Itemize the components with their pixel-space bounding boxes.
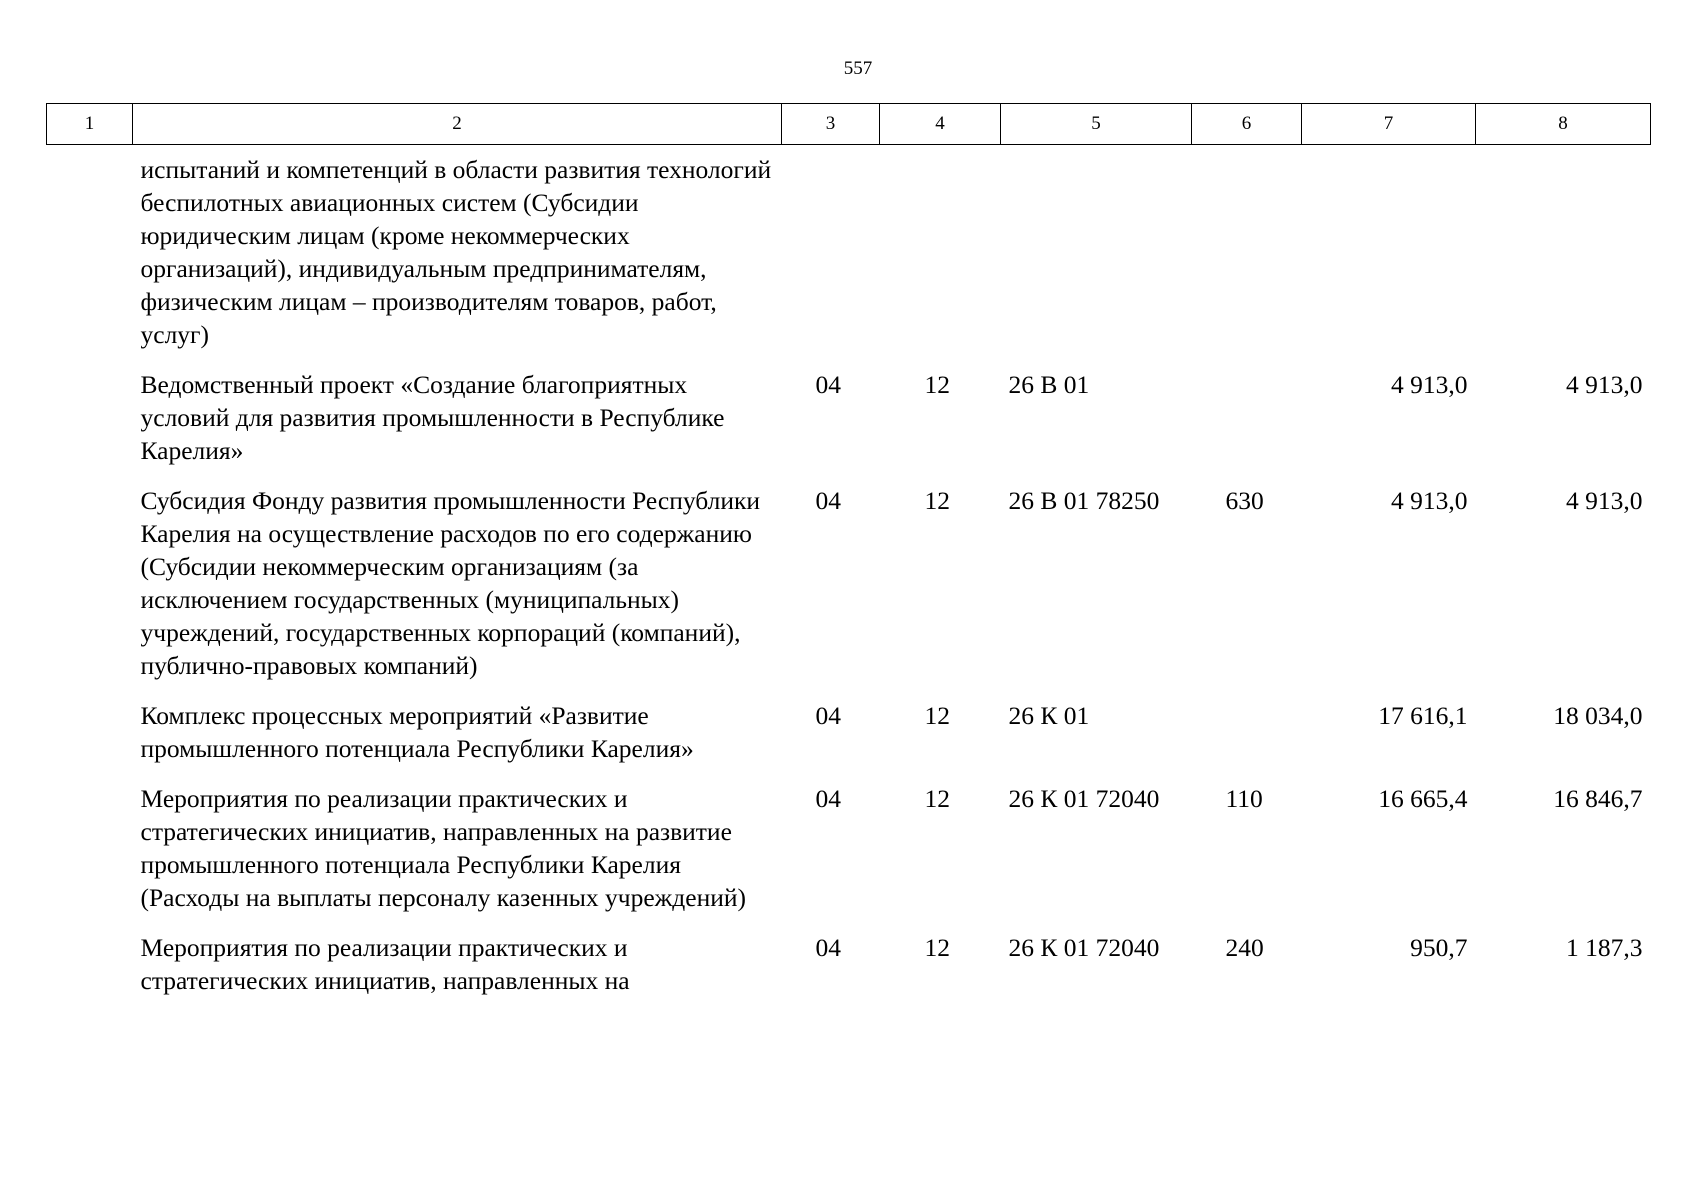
expense-name-cell: Ведомственный проект «Создание благоприятных условий для развития промышленности в Республике Карелия» [140, 370, 725, 465]
target-article-cell: 26 В 01 [1008, 370, 1090, 399]
amount-1-cell: 4 913,0 [1391, 370, 1468, 399]
section-cell: 04 [815, 701, 841, 730]
column-header-1: 1 [47, 104, 133, 145]
table-header [47, 104, 1651, 145]
amount-2-cell: 4 913,0 [1566, 486, 1643, 515]
subsection-cell [880, 145, 1001, 369]
column-header-8: 8 [1476, 104, 1651, 145]
table-row [47, 484, 1651, 699]
column-header-3: 3 [782, 104, 880, 145]
amount-2-cell: 16 846,7 [1553, 784, 1643, 813]
table-row [47, 931, 1651, 1014]
target-article-cell: 26 К 01 72040 [1008, 933, 1160, 962]
column-header-5: 5 [1001, 104, 1192, 145]
subsection-cell: 12 [924, 933, 950, 962]
amount-1-cell: 17 616,1 [1378, 701, 1468, 730]
target-article-cell: 26 К 01 [1008, 701, 1090, 730]
row-number-cell [47, 145, 133, 369]
expense-name-cell: Комплекс процессных мероприятий «Развитие промышленного потенциала Республики Карелия» [140, 701, 694, 763]
column-header-6: 6 [1192, 104, 1302, 145]
target-article-cell [1001, 145, 1192, 369]
expense-name-cell: Мероприятия по реализации практических и стратегических инициатив, направленных на [140, 933, 630, 995]
header-row [47, 104, 1651, 145]
subsection-cell: 12 [924, 370, 950, 399]
section-cell: 04 [815, 784, 841, 813]
target-article-cell: 26 В 01 78250 [1008, 486, 1160, 515]
column-header-4: 4 [880, 104, 1001, 145]
target-article-cell: 26 К 01 72040 [1008, 784, 1160, 813]
amount-2-cell [1476, 145, 1651, 369]
expense-type-cell [1192, 699, 1302, 782]
row-number-cell [47, 931, 133, 1014]
budget-table [46, 103, 1651, 1014]
row-number-cell [47, 699, 133, 782]
subsection-cell: 12 [924, 486, 950, 515]
table-row [47, 368, 1651, 484]
table-row [47, 699, 1651, 782]
subsection-cell: 12 [924, 701, 950, 730]
amount-2-cell: 18 034,0 [1553, 701, 1643, 730]
row-number-cell [47, 484, 133, 699]
amount-2-cell: 4 913,0 [1566, 370, 1643, 399]
section-cell: 04 [815, 933, 841, 962]
section-cell: 04 [815, 486, 841, 515]
expense-name-cell: Субсидия Фонду развития промышленности Республики Карелия на осуществление расходов по его содержанию (Субсидии некоммерческим организациям (за исключением государственных (муниципальных) учреждений, государственных корпораций (компаний), публично-правовых компаний) [140, 486, 761, 680]
expense-type-cell: 240 [1225, 933, 1264, 962]
table-row [47, 145, 1651, 369]
expense-type-cell: 630 [1225, 486, 1264, 515]
row-number-cell [47, 368, 133, 484]
expense-type-cell [1192, 145, 1302, 369]
section-cell [782, 145, 880, 369]
amount-1-cell [1302, 145, 1476, 369]
table-body [47, 145, 1651, 1015]
section-cell: 04 [815, 370, 841, 399]
page-number: 557 [843, 58, 873, 79]
amount-1-cell: 4 913,0 [1391, 486, 1468, 515]
subsection-cell: 12 [924, 784, 950, 813]
row-number-cell [47, 782, 133, 931]
expense-name-cell: испытаний и компетенций в области развития технологий беспилотных авиационных систем (Субсидии юридическим лицам (кроме некоммерческих организаций), индивидуальным предпринимателям, физическим лицам – производителям товаров, работ, услуг) [140, 155, 772, 349]
expense-name-cell: Мероприятия по реализации практических и стратегических инициатив, направленных на развитие промышленного потенциала Республики Карелия (Расходы на выплаты персоналу казенных учреждений) [140, 784, 747, 912]
expense-type-cell: 110 [1225, 784, 1263, 813]
table-row [47, 782, 1651, 931]
column-header-2: 2 [133, 104, 782, 145]
amount-1-cell: 950,7 [1410, 933, 1468, 962]
amount-1-cell: 16 665,4 [1378, 784, 1468, 813]
column-header-7: 7 [1302, 104, 1476, 145]
expense-type-cell [1192, 368, 1302, 484]
amount-2-cell: 1 187,3 [1566, 933, 1643, 962]
